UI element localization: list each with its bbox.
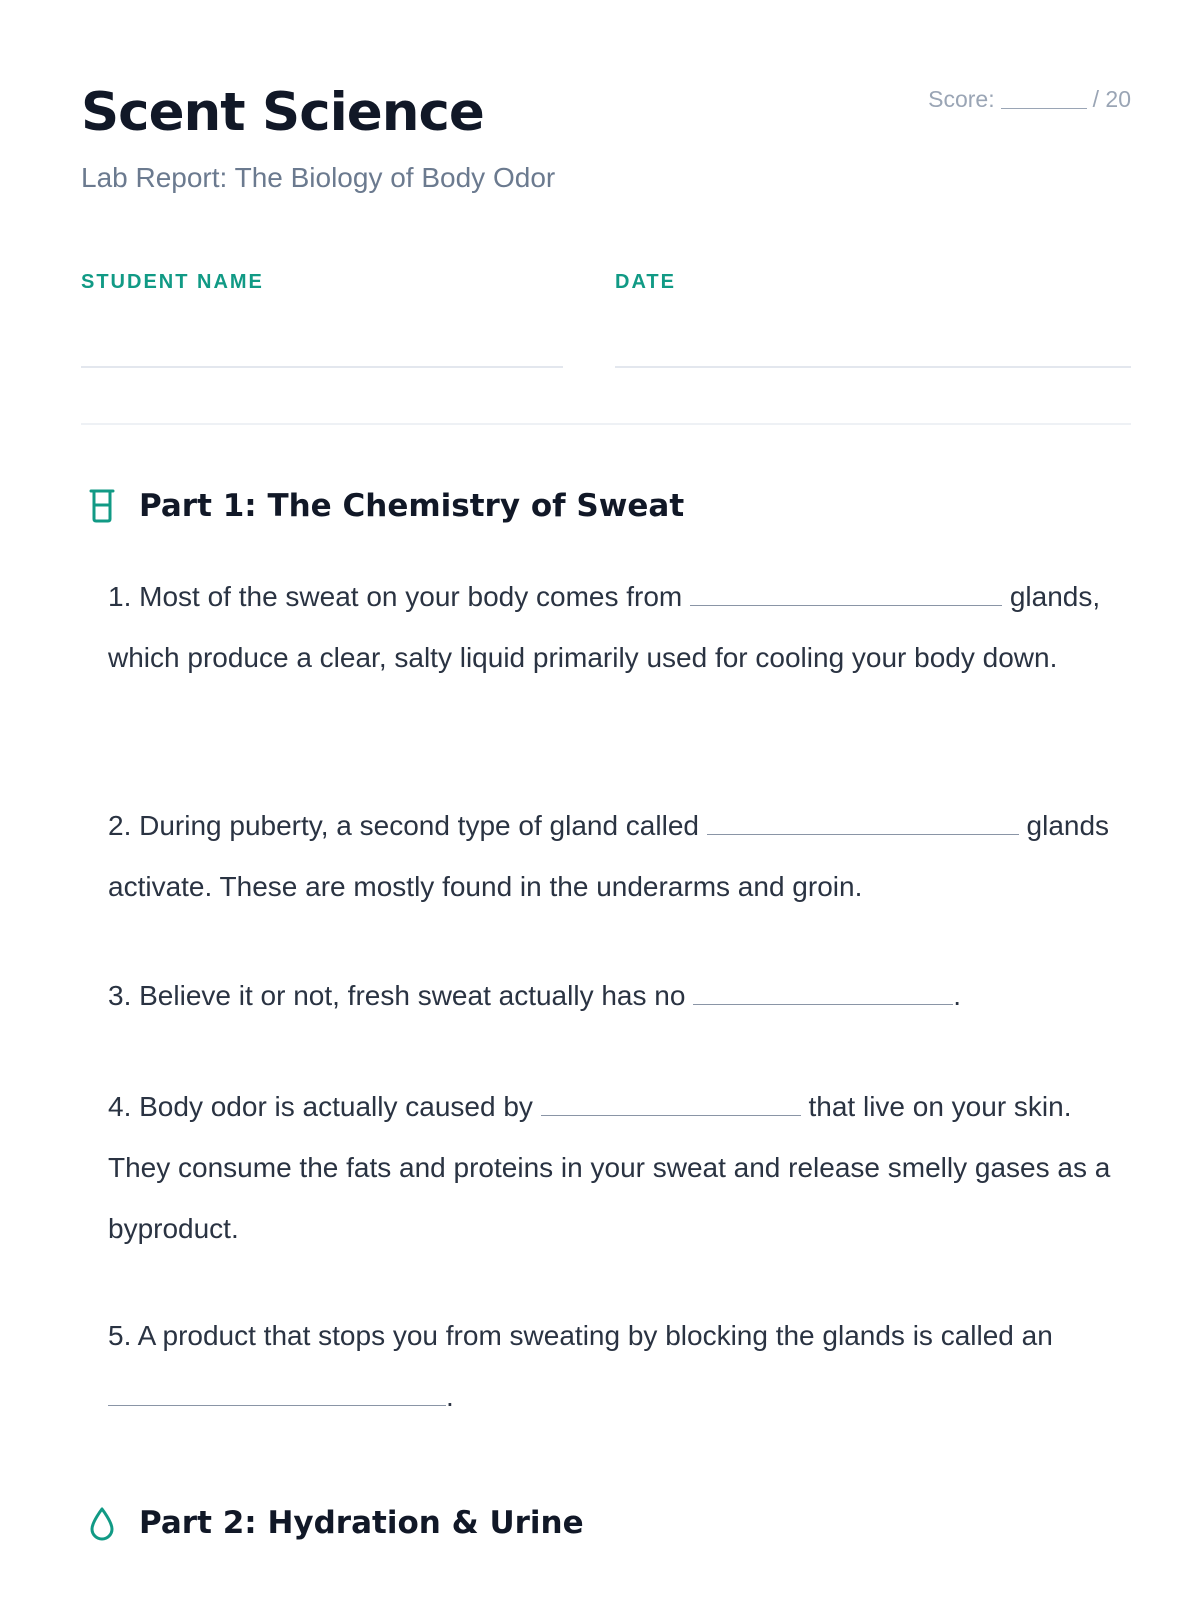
student-name-label: STUDENT NAME — [81, 271, 264, 293]
part1-title: Part 1: The Chemistry of Sweat — [139, 488, 685, 524]
question-5-blank[interactable] — [108, 1385, 446, 1406]
question-4-text-after: that live on your skin. They consume the fats and proteins in your sweat and release smelly gases as a byproduct. — [108, 1091, 1111, 1244]
question-3-text: 3. Believe it or not, fresh sweat actually has no — [108, 980, 686, 1011]
question-4 — [108, 1076, 1133, 1259]
question-3 — [108, 965, 1133, 1026]
part2-heading — [87, 1503, 584, 1543]
droplet-icon — [87, 1505, 117, 1541]
question-3-blank[interactable] — [693, 984, 953, 1005]
question-3-text-after: . — [953, 980, 961, 1011]
question-5 — [108, 1305, 1133, 1427]
question-1 — [108, 566, 1133, 688]
question-2 — [108, 795, 1133, 917]
score-box — [928, 84, 1131, 114]
question-2-text-after: glands activate. These are mostly found in the underarms and groin. — [108, 810, 1110, 902]
beaker-icon — [87, 488, 117, 524]
score-label: Score: — [928, 86, 995, 112]
question-4-text: 4. Body odor is actually caused by — [108, 1091, 533, 1122]
worksheet-page — [81, 0, 1131, 1600]
page-subtitle: Lab Report: The Biology of Body Odor — [81, 162, 556, 193]
score-total: / 20 — [1092, 86, 1131, 112]
part2-title: Part 2: Hydration & Urine — [139, 1505, 584, 1541]
question-2-text: 2. During puberty, a second type of gland called — [108, 810, 699, 841]
question-4-blank[interactable] — [541, 1095, 801, 1116]
question-1-text: 1. Most of the sweat on your body comes from — [108, 581, 683, 612]
part1-heading — [87, 486, 684, 526]
page-title: Scent Science — [81, 82, 484, 143]
question-5-text-after: . — [446, 1381, 454, 1412]
question-1-text-after: glands, which produce a clear, salty liquid primarily used for cooling your body down. — [108, 581, 1101, 673]
question-2-blank[interactable] — [707, 814, 1019, 835]
date-field[interactable] — [615, 366, 1131, 368]
question-5-text: 5. A product that stops you from sweating by blocking the glands is called an — [108, 1320, 1053, 1351]
student-name-field[interactable] — [81, 366, 563, 368]
header-divider — [81, 423, 1131, 425]
date-label: DATE — [615, 271, 676, 293]
score-blank[interactable] — [1001, 108, 1087, 109]
question-1-blank[interactable] — [690, 585, 1002, 606]
